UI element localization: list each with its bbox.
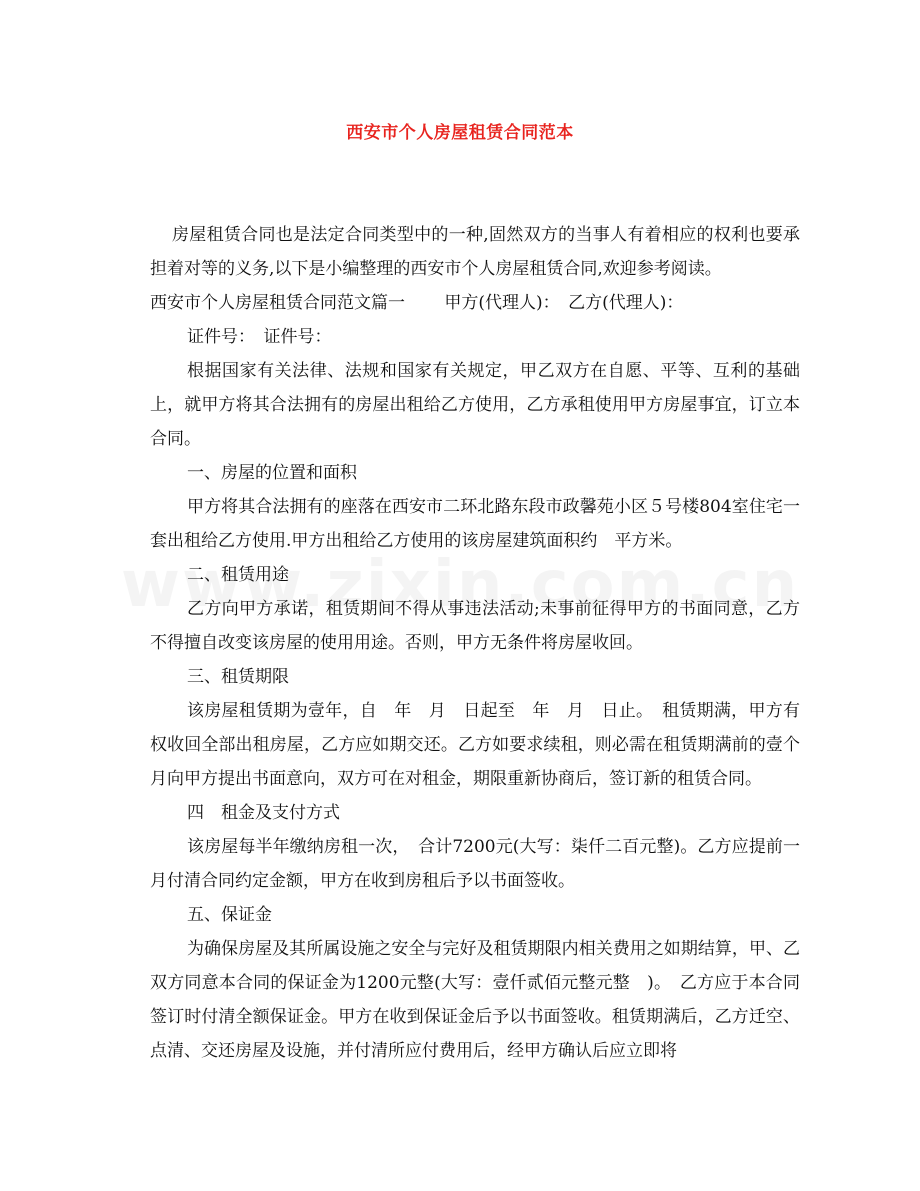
document-title: 西安市个人房屋租赁合同范本 bbox=[346, 123, 574, 143]
id-number-line: 证件号： 证件号： bbox=[187, 327, 332, 347]
contract-header-line: 西安市个人房屋租赁合同范文篇一 甲方(代理人)： 乙方(代理人)： bbox=[150, 293, 684, 313]
section-heading-term: 三、租赁期限 bbox=[187, 667, 289, 687]
location-paragraph: 甲方将其合法拥有的座落在西安市二环北路东段市政馨苑小区５号楼804室住宅一套出租给乙方使用.甲方出租给乙方使用的该房屋建筑面积约 平方米。 bbox=[150, 497, 800, 551]
preamble-paragraph: 根据国家有关法律、法规和国家有关规定，甲乙双方在自愿、平等、互利的基础上，就甲方将其合法拥有的房屋出租给乙方使用，乙方承租使用甲方房屋事宜，订立本合同。 bbox=[150, 361, 800, 449]
section-heading-usage: 二、租赁用途 bbox=[187, 565, 289, 585]
section-heading-deposit: 五、保证金 bbox=[187, 905, 272, 925]
deposit-paragraph: 为确保房屋及其所属设施之安全与完好及租赁期限内相关费用之如期结算，甲、乙双方同意本合同的保证金为1200元整(大写：壹仟贰佰元整元整 )。 乙方应于本合同签订时付清全额保证金。甲方在收到保证金后予以书面签收。租赁期满后，乙方迁空、点清、交还房屋及设施，并付清所应付费用后，经甲方确认后应立即将 bbox=[150, 939, 800, 1061]
section-heading-location: 一、房屋的位置和面积 bbox=[187, 463, 357, 483]
term-paragraph: 该房屋租赁期为壹年，自 年 月 日起至 年 月 日止。 租赁期满，甲方有权收回全部出租房屋，乙方应如期交还。乙方如要求续租，则必需在租赁期满前的壹个月向甲方提出书面意向，双方可在对租金，期限重新协商后，签订新的租赁合同。 bbox=[150, 701, 800, 789]
intro-paragraph: 房屋租赁合同也是法定合同类型中的一种,固然双方的当事人有着相应的权利也要承担着对等的义务,以下是小编整理的西安市个人房屋租赁合同,欢迎参考阅读。 bbox=[150, 225, 800, 279]
rent-paragraph: 该房屋每半年缴纳房租一次， 合计7200元(大写：柒仟二百元整)。乙方应提前一月付清合同约定金额，甲方在收到房租后予以书面签收。 bbox=[150, 837, 800, 891]
usage-paragraph: 乙方向甲方承诺，租赁期间不得从事违法活动;未事前征得甲方的书面同意，乙方不得擅自改变该房屋的使用用途。否则，甲方无条件将房屋收回。 bbox=[150, 599, 800, 653]
section-heading-rent: 四 租金及支付方式 bbox=[187, 803, 340, 823]
document-body bbox=[150, 218, 800, 1068]
